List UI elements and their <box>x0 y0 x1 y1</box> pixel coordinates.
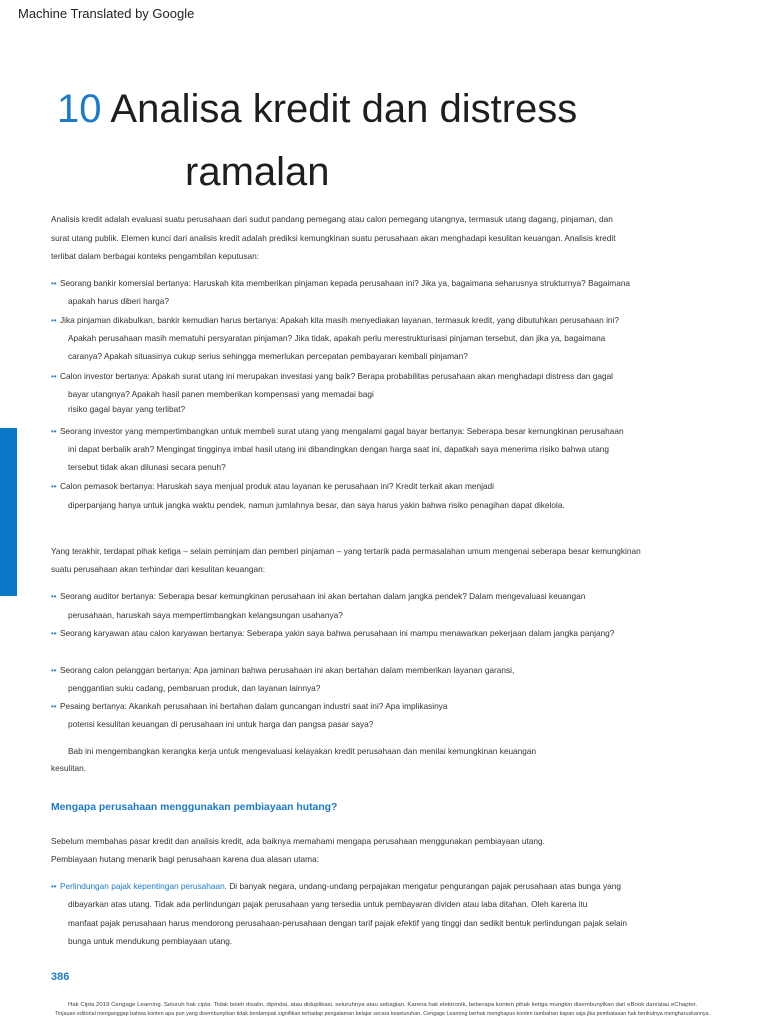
list-item-line: caranya? Apakah situasinya cukup serius sehingga memerlukan percepatan pembayaran kembali pinjaman? <box>68 351 468 361</box>
bullet-marker: •• <box>51 372 57 381</box>
bullet-marker: •• <box>51 316 57 325</box>
list-item-text: Pesaing bertanya: Akankah perusahaan ini bertahan dalam guncangan industri saat ini? Apa implikasinya <box>60 701 448 711</box>
list-item-line <box>51 700 447 713</box>
list-item-text: Calon investor bertanya: Apakah surat utang ini merupakan investasi yang baik? Berapa probabilitas perusahaan akan menghadapi distress dan gagal <box>60 371 614 381</box>
list-item-line <box>51 370 613 383</box>
list-item-text: Seorang investor yang mempertimbangkan untuk membeli surat utang yang mengalami gagal bayar bertanya: Seberapa besar kemungkinan perusahaan <box>60 426 624 436</box>
bullet-marker: •• <box>51 427 57 436</box>
chapter-title-line2: ramalan <box>185 150 330 194</box>
list-item-line: dibayarkan atas utang. Tidak ada perlindungan pajak perusahaan yang tersedia untuk pembayaran dividen atau laba ditahan. Oleh karena itu <box>68 899 588 909</box>
list-item-line: Apakah perusahaan masih mematuhi persyaratan pinjaman? Jika tidak, apakah perlu merestrukturisasi pinjaman tersebut, dan jika ya, bagaimana <box>68 333 606 343</box>
copyright-footer <box>0 998 768 1022</box>
paragraph-line: terlibat dalam berbagai konteks pengambilan keputusan: <box>51 251 260 261</box>
list-item-line <box>51 480 494 493</box>
chapter-title <box>57 85 577 133</box>
list-item-line: ini dapat berbalik arah? Mengingat tingginya imbal hasil utang ini dibandingkan dengan harga saat ini, dapatkah saya menerima risiko bahwa utang <box>68 444 610 454</box>
list-item-line <box>51 590 585 603</box>
paragraph-line: Analisis kredit adalah evaluasi suatu perusahaan dari sudut pandang pemegang atau calon pemegang utangnya, termasuk utang dagang, pinjaman, dan <box>51 214 613 224</box>
list-item-line: diperpanjang hanya untuk jangka waktu pendek, namun jumlahnya besar, dan saya harus yakin bahwa risiko penagihan dapat dikelola. <box>68 500 565 510</box>
bullet-marker: •• <box>51 592 57 601</box>
list-item-text: Di banyak negara, undang-undang perpajakan mengatur pengurangan pajak perusahaan atas bunga yang <box>229 881 621 891</box>
list-item-line: penggantian suku cadang, pembaruan produk, dan layanan lainnya? <box>68 683 321 693</box>
list-item-text: Seorang bankir komersial bertanya: Haruskah kita memberikan pinjaman kepada perusahaan ini? Jika ya, bagaimana seharusnya strukturnya? Bagaimana <box>60 278 631 288</box>
list-item-line: bunga untuk mendukung pembiayaan utang. <box>68 936 233 946</box>
list-item-line <box>51 880 621 893</box>
list-item-line: bayar utangnya? Apakah hasil panen memberikan kompensasi yang memadai bagi <box>68 389 374 399</box>
list-item-text: Seorang auditor bertanya: Seberapa besar kemungkinan perusahaan ini akan bertahan dalam jangka pendek? Dalam mengevaluasi keuangan <box>60 591 586 601</box>
list-item-line <box>51 425 624 438</box>
list-item-line: apakah harus diberi harga? <box>68 296 170 306</box>
paragraph-line: suatu perusahaan akan terhindar dari kesulitan keuangan: <box>51 564 266 574</box>
list-item-line <box>51 627 614 640</box>
side-tab-marker <box>0 428 17 596</box>
bullet-marker: •• <box>51 482 57 491</box>
list-item-line <box>51 277 630 290</box>
bullet-marker: •• <box>51 702 57 711</box>
list-item-line: risiko gagal bayar yang terlibat? <box>68 404 186 414</box>
paragraph-line: Yang terakhir, terdapat pihak ketiga – selain peminjam dan pemberi pinjaman – yang tertarik pada permasalahan umum mengenai seberapa besar kemungkinan <box>51 546 641 556</box>
list-item-line: perusahaan, haruskah saya mempertimbangkan kelangsungan usahanya? <box>68 610 343 620</box>
paragraph-line: Bab ini mengembangkan kerangka kerja untuk mengevaluasi kelayakan kredit perusahaan dan menilai kemungkinan keuangan <box>68 746 537 756</box>
chapter-title-line1: Analisa kredit dan distress <box>110 87 578 131</box>
list-item-line: tersebut tidak akan dilunasi secara penuh? <box>68 462 226 472</box>
list-item-text: Calon pemasok bertanya: Haruskah saya menjual produk atau layanan ke perusahaan ini? Kredit terkait akan menjadi <box>60 481 495 491</box>
footer-line: Tinjauan editorial menganggap bahwa konten apa pun yang disembunyikan tidak berdampak signifikan terhadap pengalaman belajar secara keseluruhan. Cengage Learning berhak menghapus konten tambahan kapan saja jika pembatasan hak berikutnya mengharuskannya. <box>55 1011 710 1017</box>
list-item-line: manfaat pajak perusahaan harus mendorong perusahaan-perusahaan dengan tarif pajak efektif yang tinggi dan sedikit bentuk perlindungan pajak selain <box>68 918 628 928</box>
paragraph-line: kesulitan. <box>51 763 87 773</box>
paragraph-line: Pembiayaan hutang menarik bagi perusahaan karena dua alasan utama: <box>51 854 319 864</box>
chapter-number: 10 <box>57 87 102 131</box>
section-heading: Mengapa perusahaan menggunakan pembiayaan hutang? <box>51 802 338 813</box>
list-item-lead: Perlindungan pajak kepentingan perusahaan. <box>60 881 227 891</box>
bullet-marker: •• <box>51 882 57 891</box>
paragraph-line: Sebelum membahas pasar kredit dan analisis kredit, ada baiknya memahami mengapa perusahaan menggunakan pembiayaan utang. <box>51 836 545 846</box>
bullet-marker: •• <box>51 666 57 675</box>
footer-line: Hak Cipta 2019 Cengage Learning. Seluruh hak cipta. Tidak boleh disalin, dipindai, atau diduplikasi, seluruhnya atau sebagian. Karena hak elektronik, beberapa konten pihak ketiga mungkin disembunyikan dari eBook dan/atau eChapter. <box>68 1002 697 1008</box>
list-item-line <box>51 664 514 677</box>
list-item-text: Seorang karyawan atau calon karyawan bertanya: Seberapa yakin saya bahwa perusahaan ini mampu menawarkan pekerjaan dalam jangka panjang? <box>60 628 615 638</box>
page-number: 386 <box>51 971 70 983</box>
list-item-text: Jika pinjaman dikabulkan, bankir kemudian harus bertanya: Apakah kita masih menyediakan layanan, termasuk kredit, yang dibutuhkan perusahaan ini? <box>60 315 619 325</box>
bullet-marker: •• <box>51 629 57 638</box>
list-item-line: potensi kesulitan keuangan di perusahaan ini untuk harga dan pangsa pasar saya? <box>68 719 374 729</box>
list-item-text: Seorang calon pelanggan bertanya: Apa jaminan bahwa perusahaan ini akan bertahan dalam memberikan layanan garansi, <box>60 665 515 675</box>
list-item-line <box>51 314 619 327</box>
bullet-marker: •• <box>51 279 57 288</box>
translation-notice: Machine Translated by Google <box>18 6 195 21</box>
paragraph-line: surat utang publik. Elemen kunci dari analisis kredit adalah prediksi kemungkinan suatu perusahaan akan menghadapi kesulitan keuangan. Analisis kredit <box>51 233 616 243</box>
